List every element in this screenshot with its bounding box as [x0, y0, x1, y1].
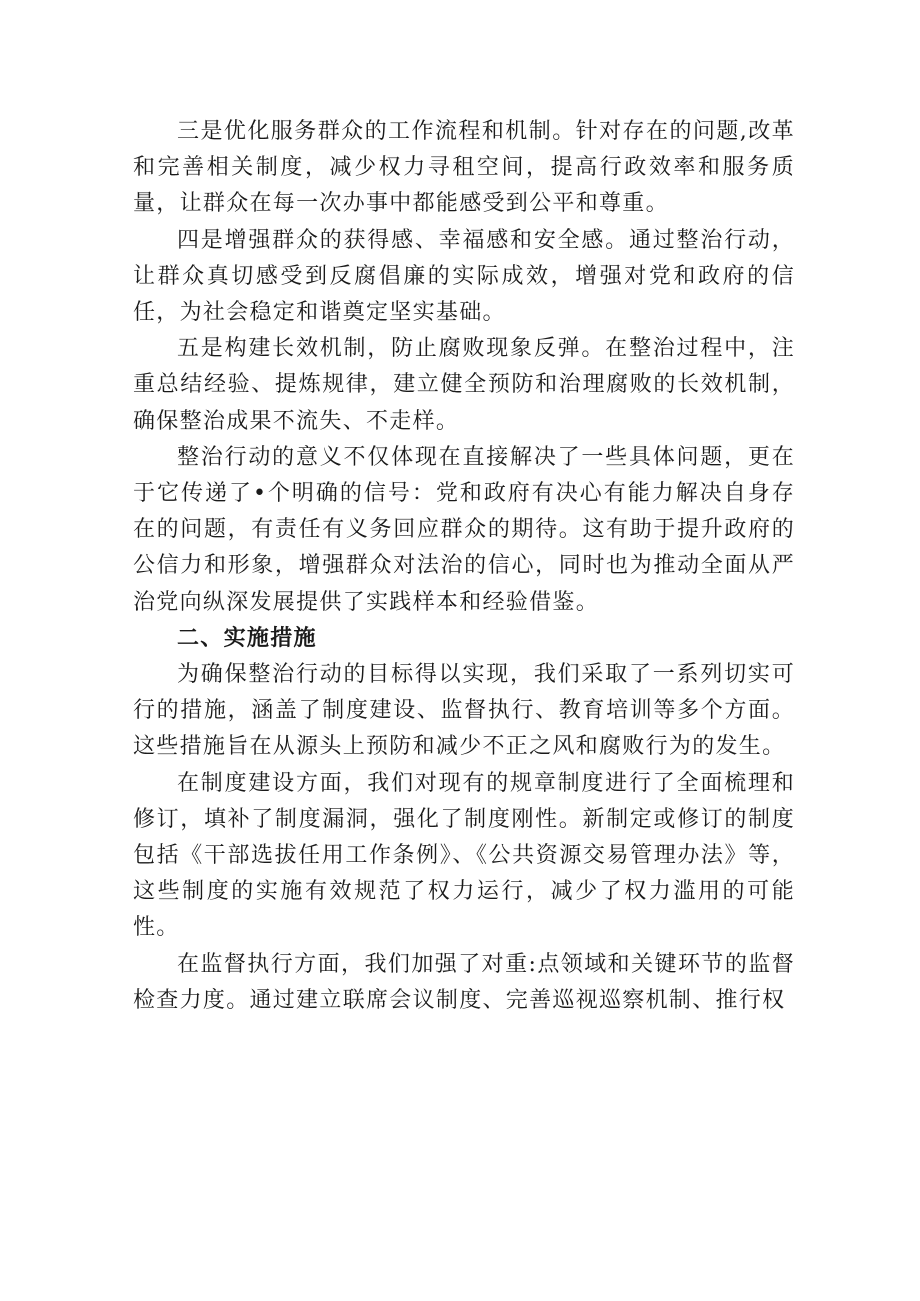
- paragraph-5-long-term-mechanism: 五是构建长效机制，防止腐败现象反弹。在整治过程中，注重总结经验、提炼规律，建立健全预防和治理腐败的长效机制，确保整治成果不流失、不走样。: [133, 336, 795, 434]
- paragraph-system-building: 在制度建设方面，我们对现有的规章制度进行了全面梳理和修订，填补了制度漏洞，强化了制度刚性。新制定或修订的制度包括《干部选拔任用工作条例》、《公共资源交易管理办法》等，这些制度的实施有效规范了权力运行，减少了权力滥用的可能性。: [133, 770, 795, 941]
- section-heading-measures: 二、实施措施: [177, 625, 317, 651]
- paragraph-3-optimize-service: 三是优化服务群众的工作流程和机制。针对存在的问题,改革和完善相关制度，减少权力寻租空间，提高行政效率和服务质量，让群众在每一次办事中都能感受到公平和尊重。: [133, 119, 795, 217]
- paragraph-measures-intro: 为确保整治行动的目标得以实现，我们采取了一系列切实可行的措施，涵盖了制度建设、监督执行、教育培训等多个方面。这些措施旨在从源头上预防和减少不正之风和腐败行为的发生。: [133, 662, 795, 760]
- document-body: [133, 114, 795, 1019]
- paragraph-4-enhance-sense-of-gain: 四是增强群众的获得感、幸福感和安全感。通过整治行动，让群众真切感受到反腐倡廉的实际成效，增强对党和政府的信任，为社会稳定和谐奠定坚实基础。: [133, 227, 795, 326]
- paragraph-supervision: 在监督执行方面，我们加强了对重:点领域和关键环节的监督检查力度。通过建立联席会议制度、完善巡视巡察机制、推行权: [133, 951, 795, 1013]
- paragraph-significance: 整治行动的意义不仅体现在直接解决了一些具体问题，更在于它传递了•个明确的信号：党和政府有决心有能力解决自身存在的问题，有责任有义务回应群众的期待。这有助于提升政府的公信力和形象，增强群众对法治的信心，同时也为推动全面从严治党向纵深发展提供了实践样本和经验借鉴。: [133, 444, 795, 615]
